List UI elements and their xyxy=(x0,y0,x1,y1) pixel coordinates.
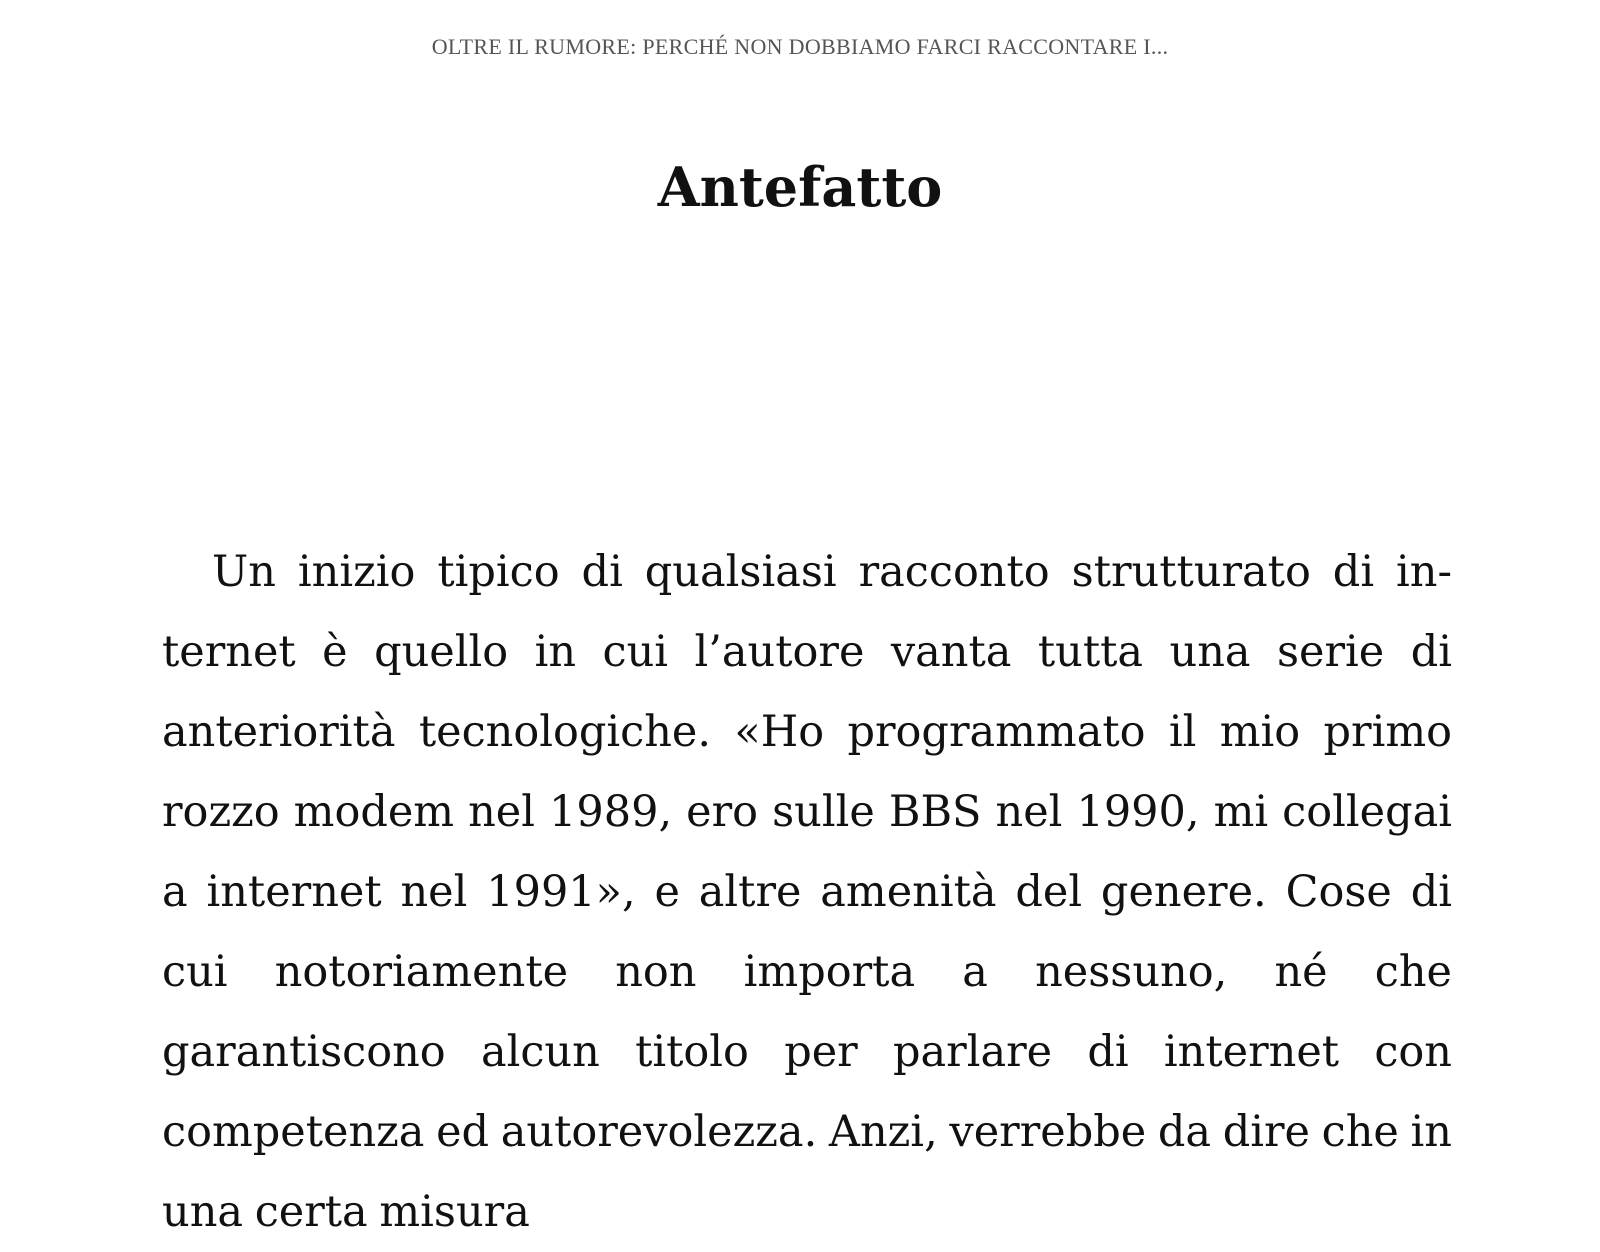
body-paragraph: Un inizio tipico di qualsiasi racconto strutturato di internet è quello in cui l’autore vanta tutta una serie di anteriorità tecnologiche. «Ho programmato il mio primo rozzo modem nel 1989, ero sulle BBS nel 1990, mi collegai a internet nel 1991», e altre amenità del genere. Cose di cui notoriamente non importa a nessuno, né che garantiscono alcun titolo per parlare di internet con competenza ed autorevolezza. Anzi, verrebbe da dire che in una certa misura xyxy=(162,547,1452,1237)
chapter-title: Antefatto xyxy=(657,155,943,219)
running-header: OLTRE IL RUMORE: PERCHÉ NON DOBBIAMO FARCI RACCONTARE I... xyxy=(431,34,1169,59)
